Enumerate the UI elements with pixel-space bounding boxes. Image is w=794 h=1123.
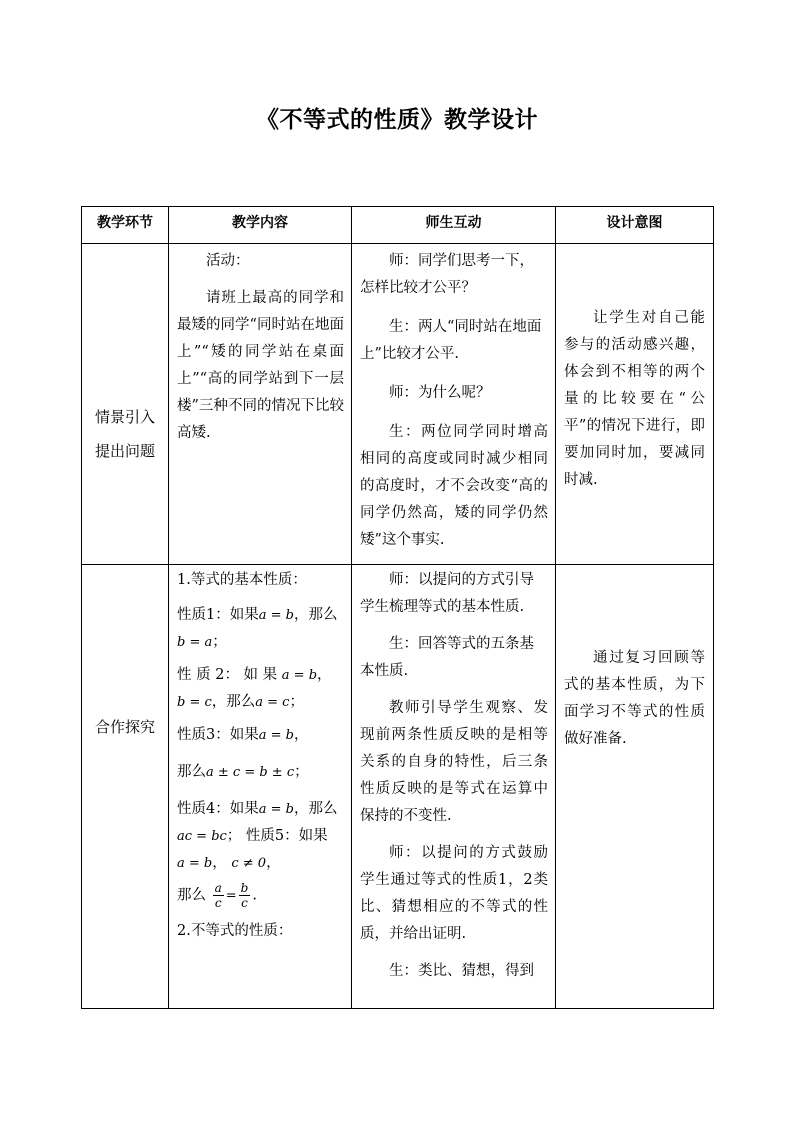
header-stage-label: 教学环节 xyxy=(97,215,153,231)
property-2-expr3: a = c xyxy=(255,695,290,710)
property-1-prefix: 性质1：如果 xyxy=(177,607,259,623)
fraction-b-denominator: c xyxy=(241,896,248,910)
header-intent-label: 设计意图 xyxy=(606,215,663,231)
property-2-sep: ， xyxy=(317,667,332,683)
row1-stage-line2: 提出问题 xyxy=(94,442,155,460)
row1-intent-cell xyxy=(556,244,714,565)
table-header-row xyxy=(82,207,714,244)
fraction-b-numerator: b xyxy=(240,881,249,895)
property-4-mid: ，那么 xyxy=(293,801,338,817)
property-3b-expr: a ± c = b ± c xyxy=(206,765,295,780)
property-4-prefix: 性质4：如果 xyxy=(177,801,259,817)
property-2-prefix: 性 质 2： 如 果 xyxy=(177,667,278,683)
lesson-design-table xyxy=(81,206,714,1009)
row2-intent-cell xyxy=(556,565,714,1009)
header-stage xyxy=(82,207,169,244)
row2-interaction-1: 师：以提问的方式引导学生梳理等式的基本性质. xyxy=(360,572,534,615)
property-2-mid: ，那么 xyxy=(211,694,256,710)
row1-interaction-cell xyxy=(352,244,556,565)
row2-content-cell xyxy=(169,565,352,1009)
row2-content-heading2: 2.不等式的性质： xyxy=(177,923,293,939)
row2-property-1 xyxy=(177,602,344,656)
row2-stage-label: 合作探究 xyxy=(94,718,155,736)
fraction-equals: = xyxy=(225,888,237,904)
property-3b-end: ； xyxy=(294,764,309,780)
property-2-end: ； xyxy=(289,694,304,710)
fraction-b-over-c xyxy=(239,881,251,910)
fraction-a-numerator: a xyxy=(214,881,222,895)
property-1-expr1: a = b xyxy=(258,608,294,623)
fraction-a-over-c xyxy=(213,881,224,910)
property-5-sep: ， xyxy=(212,855,227,871)
row2-interaction-cell xyxy=(352,565,556,1009)
property-1-expr2: b = a xyxy=(177,635,213,650)
row2-property-5b xyxy=(177,881,344,910)
row2-intent-text: 通过复习回顾等式的基本性质，为下面学习不等式的性质做好准备. xyxy=(564,650,705,747)
property-4-expr1: a = b xyxy=(258,802,294,817)
row2-interaction-3: 教师引导学生观察、发现前两条性质反映的是相等关系的自身的特性，后三条性质反映的是等式在运算中保持的不变性. xyxy=(360,700,548,824)
row2-content-heading1: 1.等式的基本性质： xyxy=(177,572,307,588)
property-4-sep: ； 性质5：如果 xyxy=(226,828,328,844)
row2-stage-cell xyxy=(82,565,169,1009)
header-content xyxy=(169,207,352,244)
property-5-expr2: c ≠ 0 xyxy=(231,856,267,871)
row2-interaction-2: 生：回答等式的五条基本性质. xyxy=(360,636,534,679)
row1-interaction-1: 师：同学们思考一下，怎样比较才公平？ xyxy=(360,253,534,296)
row1-interaction-4: 生：两位同学同时增高相同的高度或同时减少相同的高度时，才不会改变“高的同学仍然高，矮的同学仍然矮”这个事实. xyxy=(360,424,548,548)
row2-property-3b xyxy=(177,759,344,786)
property-3-end: ， xyxy=(293,727,309,743)
header-interaction xyxy=(352,207,556,244)
property-3b-prefix: 那么 xyxy=(177,764,206,780)
row1-intent-text: 让学生对自己能参与的活动感兴趣，体会到不相等的两个量的比较要在“公平”的情况下进行，即要加同时加，要减同时减. xyxy=(564,309,705,488)
property-5-end: ， xyxy=(266,855,281,871)
header-intent xyxy=(556,207,714,244)
row1-content-activity: 活动： xyxy=(206,253,250,269)
row2-property-2 xyxy=(177,662,344,716)
row1-stage-line1: 情景引入 xyxy=(94,408,155,426)
property-5-expr1: a = b xyxy=(177,856,213,871)
header-interaction-label: 师生互动 xyxy=(425,215,482,231)
row1-content-description: 请班上最高的同学和最矮的同学“同时站在地面上”“矮的同学站在桌面上”“高的同学站到下一层楼”三种不同的情况下比较高矮. xyxy=(177,290,344,441)
property-2-expr2: b = c xyxy=(177,695,212,710)
row2-interaction-5: 生：类比、猜想，得到 xyxy=(389,963,534,979)
property-2-expr1: a = b xyxy=(281,668,318,683)
row1-interaction-3: 师：为什么呢？ xyxy=(389,385,491,401)
fraction-a-denominator: c xyxy=(214,896,222,910)
table-row xyxy=(82,244,714,565)
property-3-prefix: 性质3：如果 xyxy=(177,727,259,743)
row2-property-3 xyxy=(177,722,344,749)
property-5b-prefix: 那么 xyxy=(177,887,206,904)
property-5b-end: . xyxy=(252,887,257,904)
table-row xyxy=(82,565,714,1009)
row2-interaction-4: 师：以提问的方式鼓励学生通过等式的性质1，2类比、猜想相应的不等式的性质，并给出证明. xyxy=(360,845,548,942)
header-content-label: 教学内容 xyxy=(232,215,288,231)
row1-content-cell xyxy=(169,244,352,565)
page-title: 《不等式的性质》教学设计 xyxy=(256,107,538,133)
property-4-expr2: ac = bc xyxy=(177,829,227,844)
property-1-end: ； xyxy=(212,634,227,650)
row2-property-4-5 xyxy=(177,796,344,877)
property-1-mid: ，那么 xyxy=(293,607,338,623)
row1-interaction-2: 生：两人“同时站在地面上”比较才公平. xyxy=(360,319,542,362)
property-3-expr: a = b xyxy=(258,728,294,743)
row1-stage-cell xyxy=(82,244,169,565)
